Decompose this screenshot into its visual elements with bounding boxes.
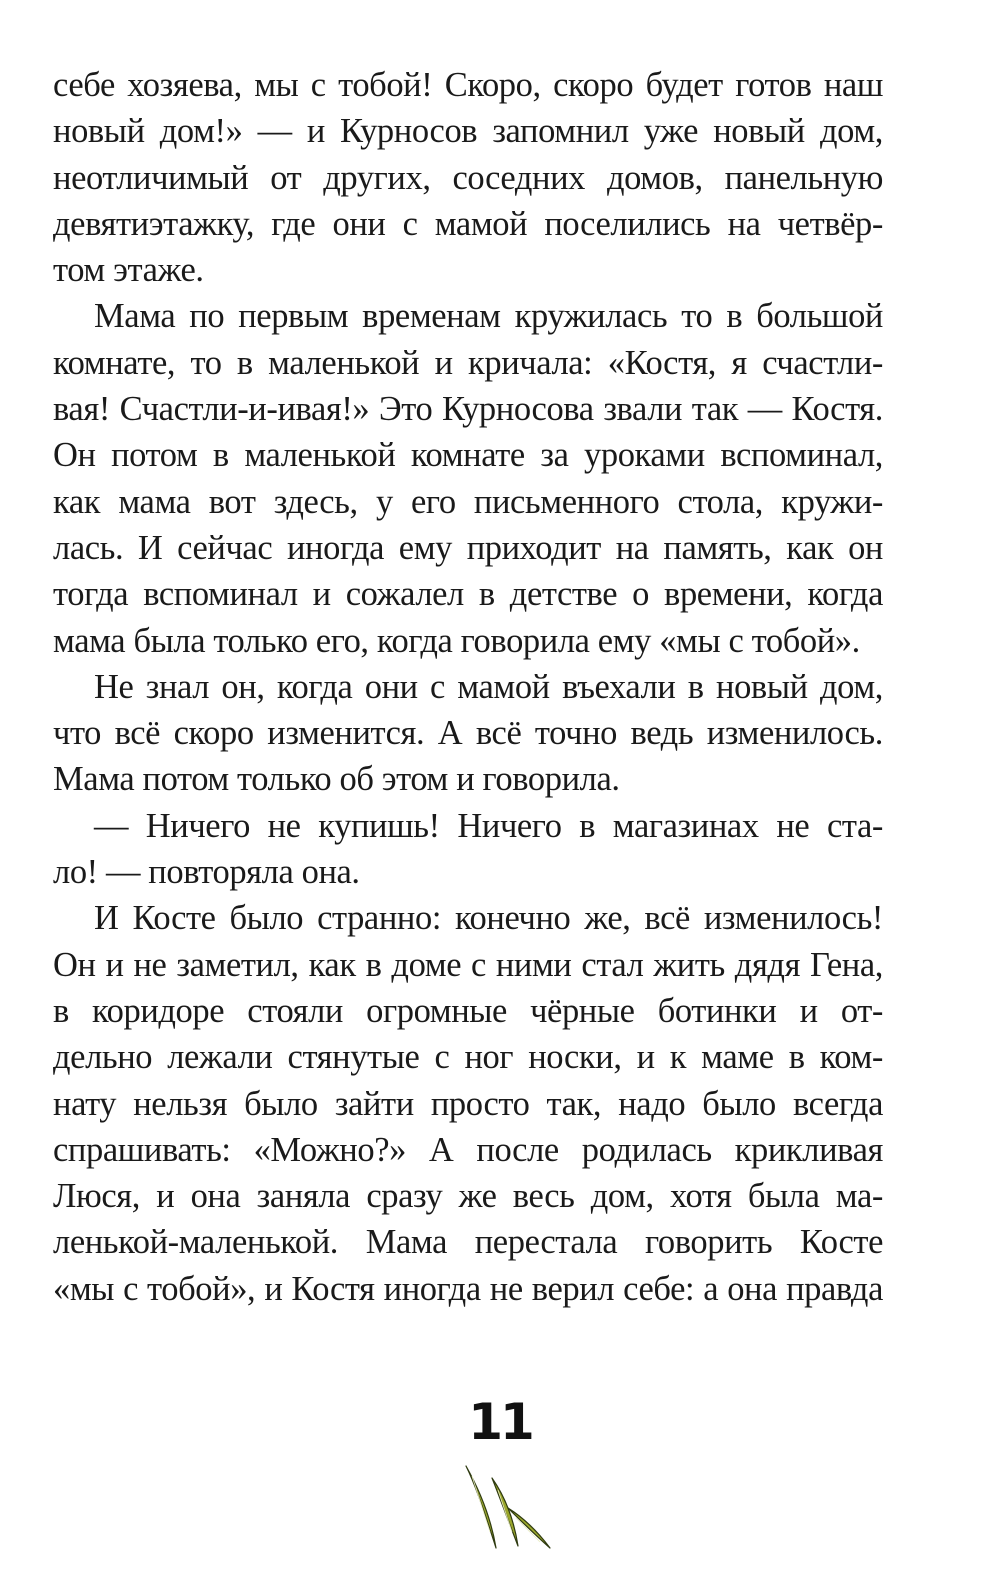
page-number: 11 [468,1393,532,1451]
text-line: новый дом!» — и Курносов запомнил уже новый дом, [53,112,883,151]
text-line: комнате, то в маленькой и кричала: «Костя, я счастли- [53,343,883,382]
text-line: что всё скоро изменится. А всё точно ведь изменилось. [53,714,883,753]
text-line: лась. И сейчас иногда ему приходит на память, как он [53,528,883,567]
body-text [53,62,883,1312]
text-line: вая! Счастли-и-ивая!» Это Курносова звали так — Костя. [53,390,883,429]
text-line: ло! — повторяла она. [53,853,360,892]
text-line: «мы с тобой», и Костя иногда не верил себе: а она правда [53,1269,883,1308]
text-line: мама была только его, когда говорила ему «мы с тобой». [53,621,860,660]
paragraph-first-line: Мама по первым временам кружилась то в большой [94,297,883,336]
text-line: неотличимый от других, соседних домов, панельную [53,158,883,197]
paragraph-first-line: Не знал он, когда они с мамой въехали в новый дом, [94,667,883,706]
grass-stroke-ornament-icon [462,1462,554,1554]
text-line: Люся, и она заняла сразу же весь дом, хотя была ма- [53,1177,883,1216]
text-line: себе хозяева, мы с тобой! Скоро, скоро будет готов наш [53,66,883,104]
text-line: Он и не заметил, как в доме с ними стал жить дядя Гена, [53,945,883,984]
text-line: том этаже. [53,251,204,290]
text-line: девятиэтажку, где они с мамой поселились на четвёр- [53,204,883,243]
text-line: тогда вспоминал и сожалел в детстве о времени, когда [53,575,883,614]
text-line: Мама потом только об этом и говорила. [53,760,620,799]
text-line: ленькой-маленькой. Мама перестала говорить Косте [53,1223,883,1262]
text-line: спрашивать: «Можно?» А после родилась крикливая [53,1130,883,1169]
text-line: как мама вот здесь, у его письменного стола, кружи- [53,482,883,521]
text-line: дельно лежали стянутые с ног носки, и к маме в ком- [53,1038,883,1077]
text-line: нату нельзя было зайти просто так, надо было всегда [53,1084,883,1123]
paragraph-first-line: И Косте было странно: конечно же, всё изменилось! [94,899,883,938]
text-line: в коридоре стояли огромные чёрные ботинки и от- [53,991,883,1030]
dialogue-line: — Ничего не купишь! Ничего в магазинах не ста- [94,806,883,845]
text-line: Он потом в маленькой комнате за уроками вспоминал, [53,436,883,475]
